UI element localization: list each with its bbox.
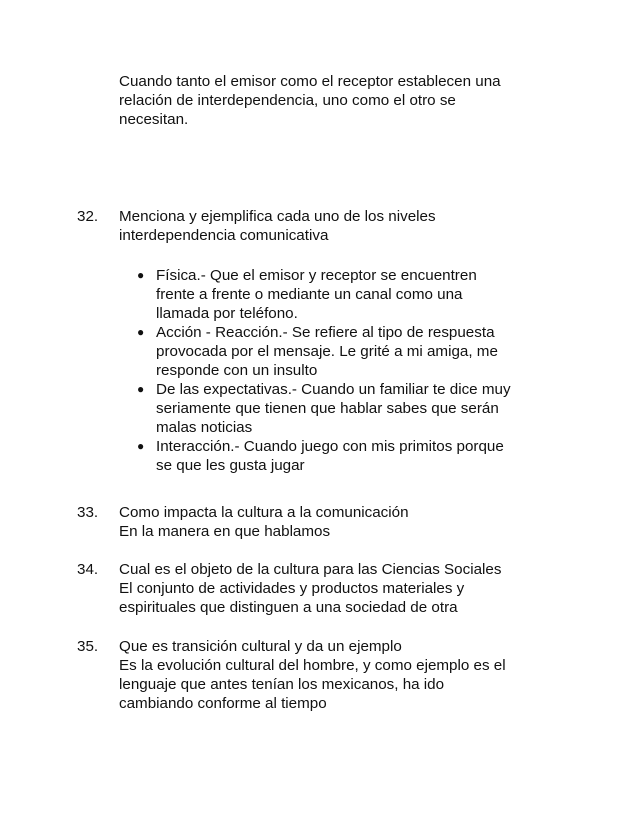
- question-text: [119, 637, 579, 713]
- intro-line: Cuando tanto el emisor como el receptor establecen una: [119, 73, 501, 90]
- bullet-line: seriamente que tienen que hablar sabes que serán: [156, 400, 499, 417]
- list-item: [137, 437, 577, 475]
- question-text: [119, 207, 579, 245]
- intro-paragraph: [119, 72, 559, 129]
- question-number: 35.: [77, 638, 99, 655]
- question-number: 32.: [77, 208, 99, 225]
- bullet-line: Física.- Que el emisor y receptor se encuentren: [156, 267, 477, 284]
- bullet-line: llamada por teléfono.: [156, 305, 298, 322]
- answer-line: espirituales que distinguen a una sociedad de otra: [119, 599, 458, 616]
- bullet-line: provocada por el mensaje. Le grité a mi amiga, me: [156, 343, 498, 360]
- answer-line: En la manera en que hablamos: [119, 523, 331, 540]
- answer-line: Es la evolución cultural del hombre, y como ejemplo es el: [119, 657, 506, 674]
- bullet-icon: ●: [137, 382, 145, 396]
- question-line: Cual es el objeto de la cultura para las Ciencias Sociales: [119, 561, 502, 578]
- bullet-line: frente a frente o mediante un canal como una: [156, 286, 463, 303]
- bullet-icon: ●: [137, 268, 145, 282]
- bullet-icon: ●: [137, 325, 145, 339]
- bullet-line: se que les gusta jugar: [156, 457, 305, 474]
- list-item: [137, 380, 577, 437]
- intro-line: relación de interdependencia, uno como el otro se: [119, 92, 456, 109]
- bullet-icon: ●: [137, 439, 145, 453]
- bullet-line: Interacción.- Cuando juego con mis primitos porque: [156, 438, 504, 455]
- question-line: Que es transición cultural y da un ejemplo: [119, 638, 402, 655]
- answer-line: lenguaje que antes tenían los mexicanos, ha ido: [119, 676, 445, 693]
- list-item: [137, 266, 577, 323]
- intro-line: necesitan.: [119, 111, 189, 128]
- question-number: 33.: [77, 504, 99, 521]
- question-text: [119, 560, 579, 617]
- question-text: [119, 503, 579, 541]
- question-line: interdependencia comunicativa: [119, 227, 329, 244]
- question-line: Menciona y ejemplifica cada uno de los niveles: [119, 208, 436, 225]
- bullet-line: Acción - Reacción.- Se refiere al tipo de respuesta: [156, 324, 495, 341]
- question-number: 34.: [77, 561, 99, 578]
- bullet-line: De las expectativas.- Cuando un familiar te dice muy: [156, 381, 511, 398]
- bullet-list: [137, 266, 577, 475]
- bullet-line: malas noticias: [156, 419, 253, 436]
- bullet-line: responde con un insulto: [156, 362, 318, 379]
- answer-line: cambiando conforme al tiempo: [119, 695, 327, 712]
- answer-line: El conjunto de actividades y productos materiales y: [119, 580, 465, 597]
- list-item: [137, 323, 577, 380]
- question-line: Como impacta la cultura a la comunicación: [119, 504, 409, 521]
